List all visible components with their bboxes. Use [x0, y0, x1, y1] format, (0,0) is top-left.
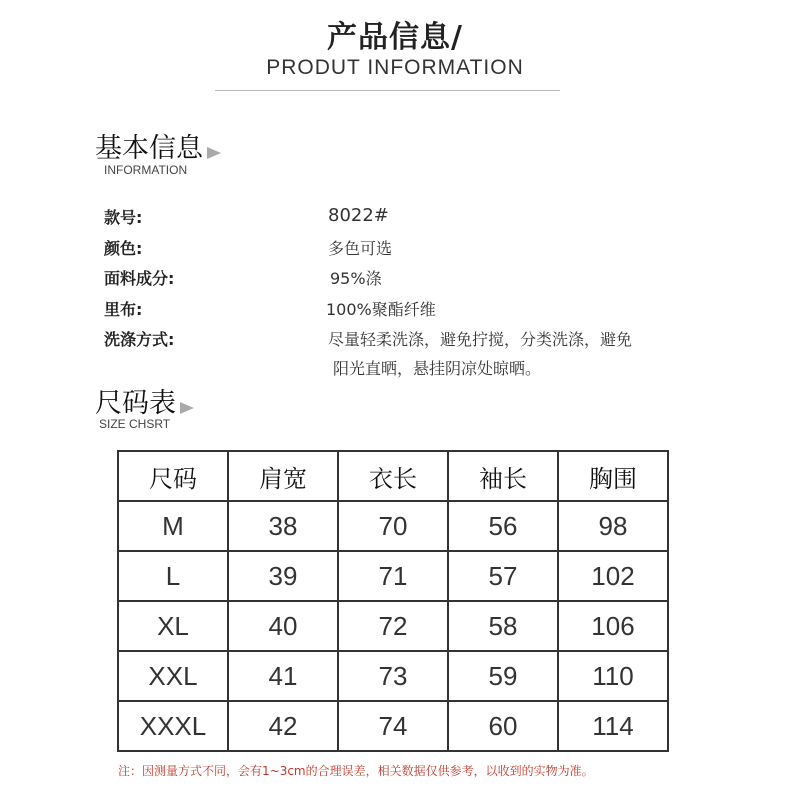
- table-cell: 114: [558, 701, 668, 751]
- table-cell: XXXL: [118, 701, 228, 751]
- page-title: 产品信息/: [327, 20, 463, 55]
- header-cell: 衣长: [338, 451, 448, 501]
- fabric-value: 95%涤: [330, 269, 382, 288]
- color-label: 颜色:: [104, 239, 143, 258]
- table-cell: 41: [228, 651, 338, 701]
- header-cell: 尺码: [118, 451, 228, 501]
- table-cell: 74: [338, 701, 448, 751]
- header-cell: 胸围: [558, 451, 668, 501]
- size-chart-heading: [95, 381, 194, 420]
- table-cell: L: [118, 551, 228, 601]
- table-cell: 71: [338, 551, 448, 601]
- lining-value: 100%聚酯纤维: [326, 300, 436, 319]
- table-cell: 106: [558, 601, 668, 651]
- table-cell: 70: [338, 501, 448, 551]
- page-subtitle: PRODUT INFORMATION: [266, 56, 524, 79]
- table-row: [118, 701, 668, 751]
- table-cell: 72: [338, 601, 448, 651]
- lining-label: 里布:: [104, 300, 143, 319]
- basic-info-heading: [95, 126, 221, 165]
- arrow-right-icon: [180, 402, 194, 414]
- basic-info-subtitle: INFORMATION: [104, 163, 188, 177]
- table-row: [118, 651, 668, 701]
- table-cell: XL: [118, 601, 228, 651]
- size-table: [117, 450, 669, 752]
- table-cell: 38: [228, 501, 338, 551]
- fabric-label: 面料成分:: [104, 269, 175, 288]
- table-cell: 98: [558, 501, 668, 551]
- table-cell: 39: [228, 551, 338, 601]
- color-value: 多色可选: [328, 239, 393, 258]
- table-header-row: [118, 451, 668, 501]
- table-cell: M: [118, 501, 228, 551]
- table-cell: 110: [558, 651, 668, 701]
- table-row: [118, 501, 668, 551]
- style-number-value: 8022#: [328, 205, 389, 226]
- table-cell: 73: [338, 651, 448, 701]
- arrow-right-icon: [207, 147, 221, 159]
- table-cell: 102: [558, 551, 668, 601]
- table-cell: 59: [448, 651, 558, 701]
- table-cell: 60: [448, 701, 558, 751]
- table-cell: 56: [448, 501, 558, 551]
- table-row: [118, 601, 668, 651]
- style-number-label: 款号:: [104, 208, 143, 227]
- size-chart-subtitle: SIZE CHSRT: [99, 417, 171, 431]
- table-cell: 40: [228, 601, 338, 651]
- washing-value: 尽量轻柔洗涤，避免拧搅，分类洗涤，避免: [328, 330, 633, 349]
- table-cell: 57: [448, 551, 558, 601]
- header-cell: 肩宽: [228, 451, 338, 501]
- measurement-note: 注：因测量方式不同，会有1~3cm的合理误差，相关数据仅供参考，以收到的实物为准。: [118, 764, 594, 778]
- basic-info-title: 基本信息: [95, 133, 203, 164]
- table-cell: 58: [448, 601, 558, 651]
- size-chart-title: 尺码表: [95, 388, 176, 419]
- washing-value-line2: 阳光直晒，悬挂阴凉处晾晒。: [333, 359, 542, 378]
- divider: [215, 90, 560, 91]
- header-cell: 袖长: [448, 451, 558, 501]
- table-cell: 42: [228, 701, 338, 751]
- table-cell: XXL: [118, 651, 228, 701]
- washing-label: 洗涤方式:: [104, 330, 175, 349]
- table-row: [118, 551, 668, 601]
